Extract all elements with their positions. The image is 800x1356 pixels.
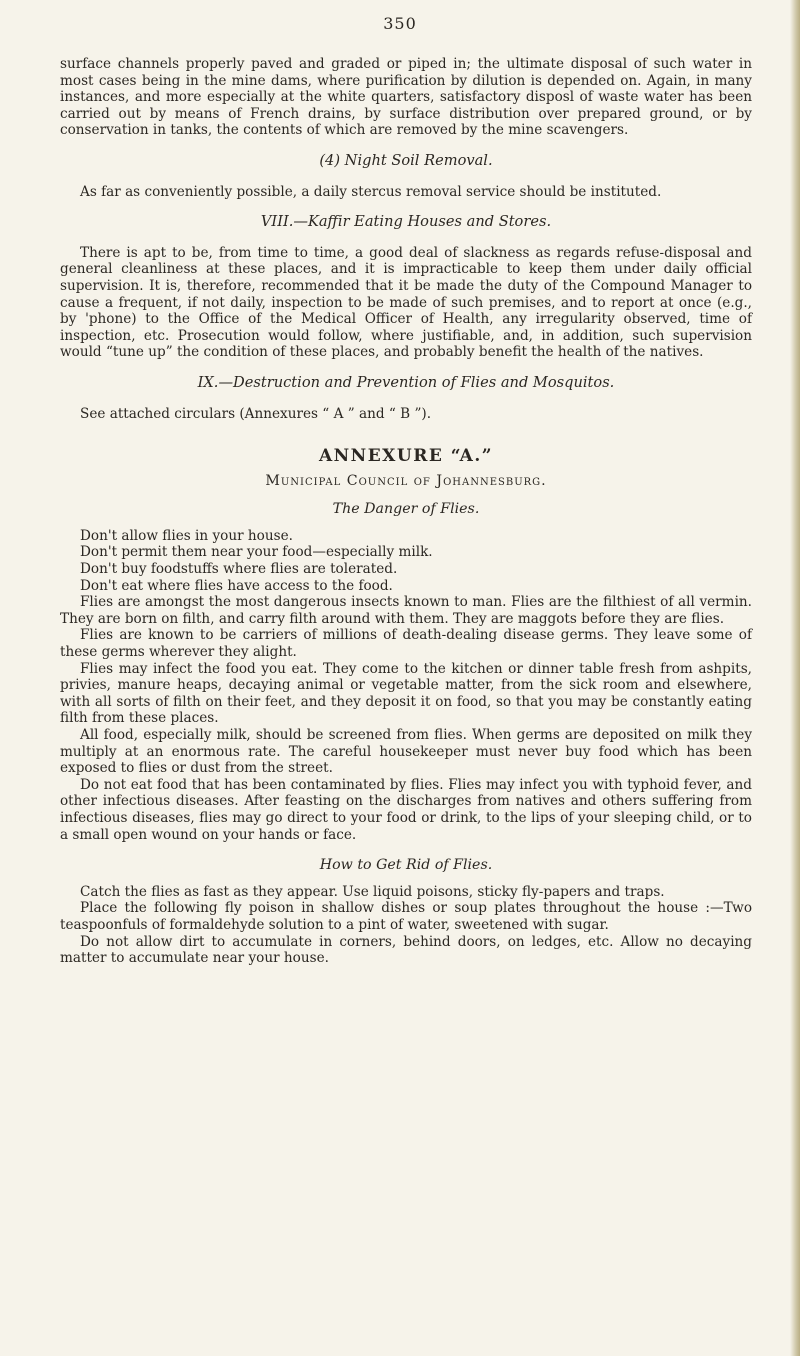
danger-paragraph: All food, especially milk, should be screened from flies. When germs are deposited on milk they multiply at an enormous rate. The careful housekeeper must never buy food which has been exposed to flies or dust from the street. xyxy=(60,727,752,777)
dont-line: Don't permit them near your food—especially milk. xyxy=(80,544,433,561)
dont-line: Don't allow flies in your house. xyxy=(80,527,293,544)
rid-paragraph: Catch the flies as fast as they appear. Use liquid poisons, sticky fly-papers and traps. xyxy=(80,883,665,900)
section-8-heading: VIII.—Kaffir Eating Houses and Stores. xyxy=(260,213,552,231)
rid-paragraph: Place the following fly poison in shallow dishes or soup plates throughout the house :—Two teaspoonfuls of formaldehyde solution to a pint of water, sweetened with sugar. xyxy=(60,900,752,933)
page-body xyxy=(60,56,752,967)
page-number: 350 xyxy=(383,14,417,33)
dont-line: Don't eat where flies have access to the food. xyxy=(80,577,393,594)
rid-paragraph: Do not allow dirt to accumulate in corners, behind doors, on ledges, etc. Allow no decaying matter to accumulate near your house. xyxy=(60,933,752,967)
section-4-text: As far as conveniently possible, a daily stercus removal service should be instituted. xyxy=(80,183,662,200)
annexure-title: ANNEXURE “A.” xyxy=(318,446,494,467)
dont-line: Don't buy foodstuffs where flies are tolerated. xyxy=(80,561,398,578)
rid-heading: How to Get Rid of Flies. xyxy=(319,857,493,874)
council-name: Municipal Council of Johannesburg. xyxy=(265,472,547,489)
page-edge-shadow xyxy=(790,0,800,1356)
danger-paragraph: Flies are known to be carriers of millions of death-dealing disease germs. They leave some of these germs wherever they alight. xyxy=(60,627,752,661)
intro-paragraph: surface channels properly paved and graded or piped in; the ultimate disposal of such water in most cases being in the mine dams, where purification by dilution is depended on. Again, in many instances, and more especially at the white quarters, satisfactory disposl of waste water has been carried out by means of French drains, by surface distribution over prepared ground, or by conservation in tanks, the contents of which are removed by the mine scavengers. xyxy=(60,56,752,139)
section-8-text: There is apt to be, from time to time, a good deal of slackness as regards refuse-disposal and general cleanliness at these places, and it is impracticable to keep them under daily official supervision. It is, therefore, recommended that it be made the duty of the Compound Manager to cause a frequent, if not daily, inspection to be made of such premises, and to report at once (e.g., by 'phone) to the Office of the Medical Officer of Health, any irregularity observed, time of inspection, etc. Prosecution would follow, where justifiable, and, in addition, such supervision would “tune up” the condition of these places, and probably benefit the health of the natives. xyxy=(60,244,752,361)
circular-title: The Danger of Flies. xyxy=(332,501,480,518)
section-9-heading: IX.—Destruction and Prevention of Flies and Mosquitos. xyxy=(197,373,615,391)
danger-paragraph: Do not eat food that has been contaminated by flies. Flies may infect you with typhoid fever, and other infectious diseases. After feasting on the discharges from natives and others suffering from infectious diseases, flies may go direct to your food or drink, to the lips of your sleeping child, or to a small open wound on your hands or face. xyxy=(60,776,752,843)
danger-paragraph: Flies are amongst the most dangerous insects known to man. Flies are the filthiest of all vermin. They are born on filth, and carry filth around with them. They are maggots before they are flies. xyxy=(60,594,752,627)
danger-paragraph: Flies may infect the food you eat. They come to the kitchen or dinner table fresh from ashpits, privies, manure heaps, decaying animal or vegetable matter, from the sick room and elsewhere, with all sorts of filth on their feet, and they deposit it on food, so that you may be constantly eating filth from these places. xyxy=(60,660,752,727)
section-4-heading: (4) Night Soil Removal. xyxy=(319,151,493,169)
section-9-text: See attached circulars (Annexures “ A ” and “ B ”). xyxy=(80,405,432,422)
